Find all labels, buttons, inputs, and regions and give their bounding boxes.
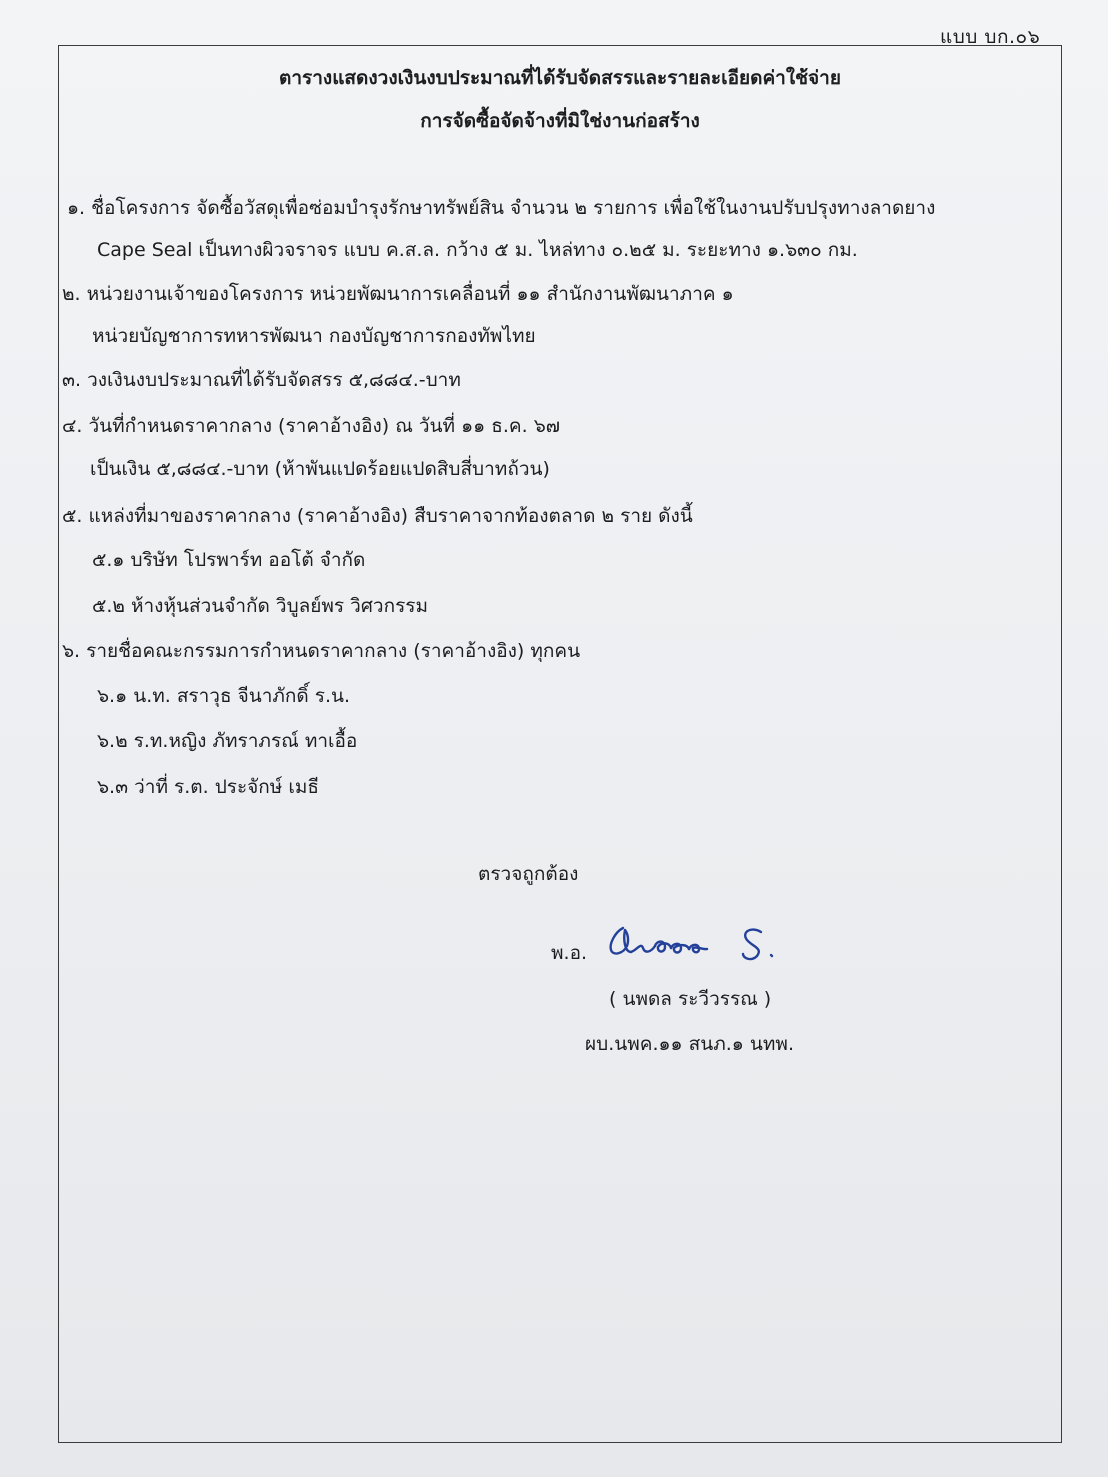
signer-rank: พ.อ. <box>551 942 588 964</box>
handwritten-signature <box>601 920 791 966</box>
item-4-line2: เป็นเงิน ๕,๘๘๔.-บาท (ห้าพันแปดร้อยแปดสิบสี่บาทถ้วน) <box>90 458 550 480</box>
verified-label: ตรวจถูกต้อง <box>478 863 579 885</box>
item-3: ๓. วงเงินงบประมาณที่ได้รับจัดสรร ๕,๘๘๔.-บาท <box>62 369 461 391</box>
item-6: ๖. รายชื่อคณะกรรมการกำหนดราคากลาง (ราคาอ้างอิง) ทุกคน <box>62 640 581 662</box>
form-code: แบบ บก.๐๖ <box>940 26 1041 48</box>
document-title-line1: ตารางแสดงวงเงินงบประมาณที่ได้รับจัดสรรและรายละเอียดค่าใช้จ่าย <box>279 67 841 89</box>
item-5-1: ๕.๑ บริษัท โปรพาร์ท ออโต้ จำกัด <box>92 549 366 571</box>
document-title-line2: การจัดซื้อจัดจ้างที่มิใช่งานก่อสร้าง <box>420 110 700 132</box>
item-5: ๕. แหล่งที่มาของราคากลาง (ราคาอ้างอิง) สืบราคาจากท้องตลาด ๒ ราย ดังนี้ <box>62 505 693 527</box>
signer-position: ผบ.นพค.๑๑ สนภ.๑ นทพ. <box>585 1033 794 1055</box>
document-frame <box>58 45 1062 1443</box>
item-2-line1: ๒. หน่วยงานเจ้าของโครงการ หน่วยพัฒนาการเคลื่อนที่ ๑๑ สำนักงานพัฒนาภาค ๑ <box>62 283 734 305</box>
item-1-line1: ๑. ชื่อโครงการ จัดซื้อวัสดุเพื่อซ่อมบำรุงรักษาทรัพย์สิน จำนวน ๒ รายการ เพื่อใช้ในงานปรับปรุงทางลาดยาง <box>67 197 936 219</box>
item-6-1: ๖.๑ น.ท. สราวุธ จีนาภักดิ์ ร.น. <box>97 685 351 707</box>
item-5-2: ๕.๒ ห้างหุ้นส่วนจำกัด วิบูลย์พร วิศวกรรม <box>92 595 429 617</box>
item-2-line2: หน่วยบัญชาการทหารพัฒนา กองบัญชาการกองทัพไทย <box>92 325 536 347</box>
item-4-line1: ๔. วันที่กำหนดราคากลาง (ราคาอ้างอิง) ณ วันที่ ๑๑ ธ.ค. ๖๗ <box>62 415 561 437</box>
item-6-3: ๖.๓ ว่าที่ ร.ต. ประจักษ์ เมธี <box>97 776 319 798</box>
signer-name: ( นพดล ระวีวรรณ ) <box>609 988 772 1010</box>
item-6-2: ๖.๒ ร.ท.หญิง ภัทราภรณ์ ทาเอื้อ <box>97 730 358 752</box>
item-1-line2: Cape Seal เป็นทางผิวจราจร แบบ ค.ส.ล. กว้าง ๕ ม. ไหล่ทาง ๐.๒๕ ม. ระยะทาง ๑.๖๓๐ กม. <box>97 239 858 261</box>
